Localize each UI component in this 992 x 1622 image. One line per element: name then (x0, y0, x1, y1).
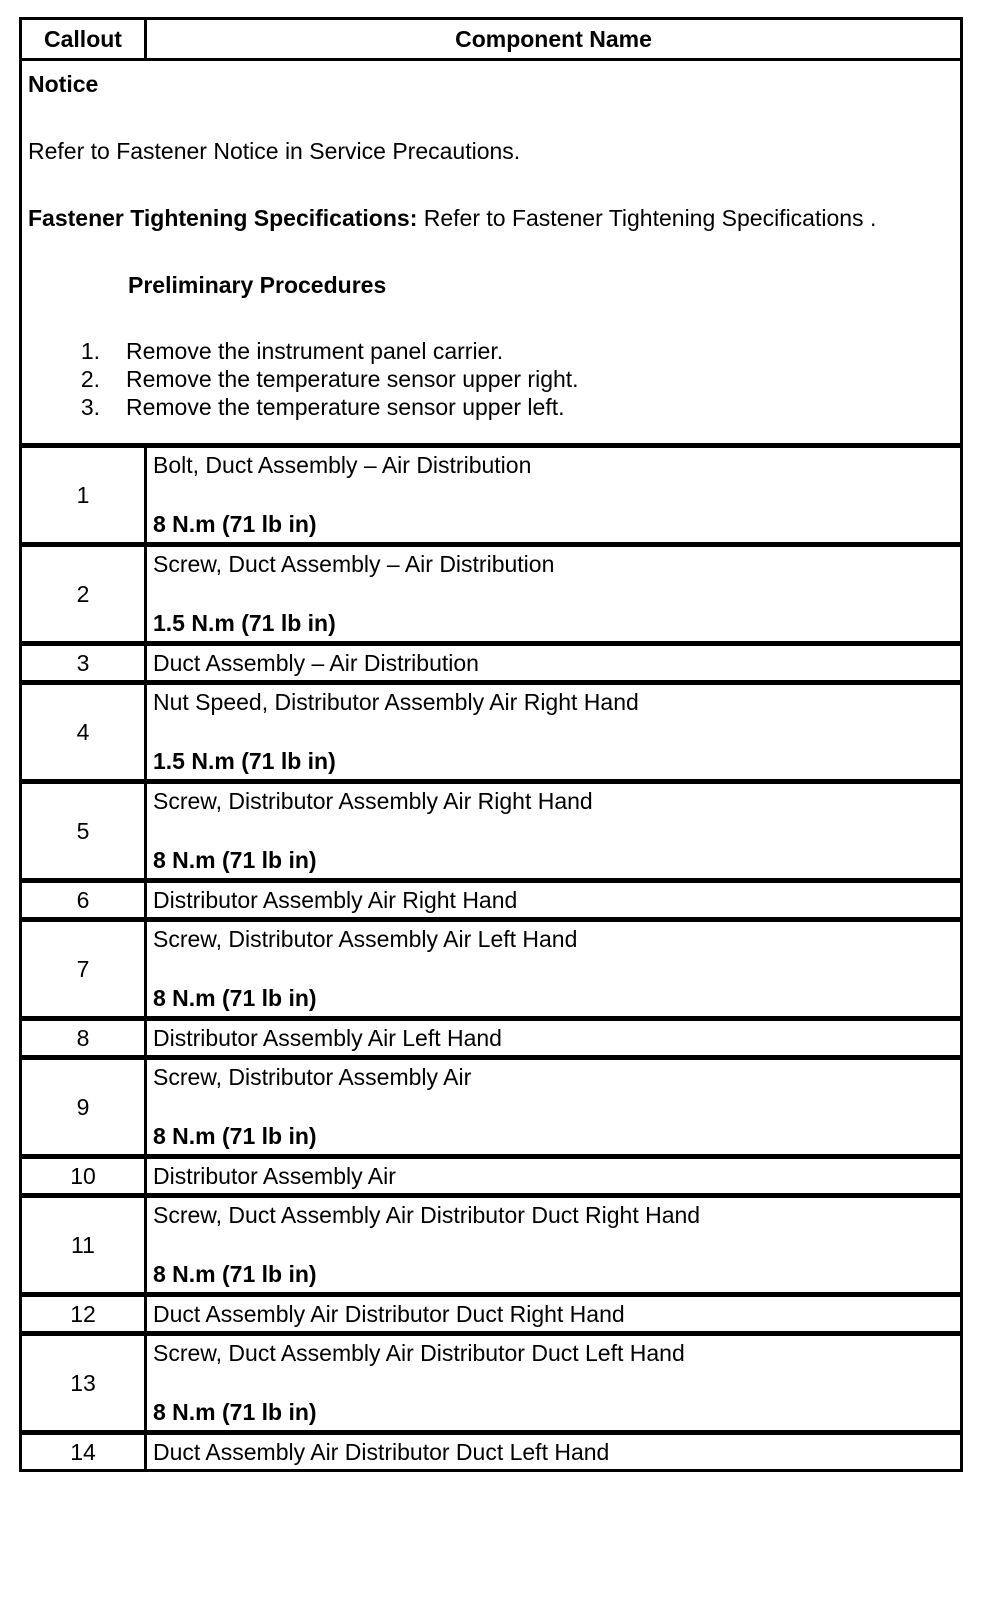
component-name: Screw, Distributor Assembly Air Left Hand (153, 926, 578, 952)
component-name: Nut Speed, Distributor Assembly Air Right Hand (153, 689, 639, 715)
component-table (19, 17, 963, 1472)
callout-number: 10 (21, 1157, 146, 1196)
notice-text: Refer to Fastener Notice in Service Precautions. (28, 138, 521, 164)
component-name-cell (146, 1334, 962, 1433)
header-row (21, 19, 962, 60)
component-name-cell (146, 446, 962, 545)
preliminary-step (28, 393, 954, 421)
component-name-cell (146, 782, 962, 881)
callout-number: 9 (21, 1058, 146, 1157)
component-name: Bolt, Duct Assembly – Air Distribution (153, 452, 532, 478)
torque-spec: 8 N.m (71 lb in) (153, 1261, 317, 1287)
component-name-cell (146, 1157, 962, 1196)
component-name-header: Component Name (146, 19, 962, 60)
component-name: Duct Assembly Air Distributor Duct Left Hand (153, 1439, 610, 1465)
table-row (21, 782, 962, 881)
callout-number: 8 (21, 1019, 146, 1058)
table-row (21, 1433, 962, 1471)
callout-header: Callout (21, 19, 146, 60)
table-row (21, 545, 962, 644)
step-text: Remove the instrument panel carrier. (126, 338, 504, 364)
step-number: 2. (80, 366, 100, 392)
component-name-cell (146, 545, 962, 644)
component-name-cell (146, 920, 962, 1019)
torque-spec: 8 N.m (71 lb in) (153, 1123, 317, 1149)
torque-spec: 1.5 N.m (71 lb in) (153, 748, 336, 774)
callout-number: 5 (21, 782, 146, 881)
table-row (21, 920, 962, 1019)
component-name-cell (146, 1433, 962, 1471)
table-row (21, 1196, 962, 1295)
component-name: Distributor Assembly Air (153, 1163, 396, 1189)
table-row (21, 1058, 962, 1157)
notice-title: Notice (28, 71, 99, 97)
callout-number: 11 (21, 1196, 146, 1295)
component-table-container (19, 17, 960, 1472)
step-number: 3. (80, 394, 100, 420)
fastener-spec-text: Refer to Fastener Tightening Specifications . (417, 205, 877, 231)
component-name: Screw, Duct Assembly – Air Distribution (153, 551, 555, 577)
fastener-spec-line (28, 205, 954, 232)
component-name-cell (146, 1196, 962, 1295)
callout-number: 3 (21, 644, 146, 683)
table-row (21, 1157, 962, 1196)
callout-number: 7 (21, 920, 146, 1019)
table-row (21, 446, 962, 545)
step-text: Remove the temperature sensor upper right. (126, 366, 579, 392)
component-name: Screw, Duct Assembly Air Distributor Duct Left Hand (153, 1340, 685, 1366)
preliminary-steps (28, 337, 954, 421)
component-name: Screw, Distributor Assembly Air (153, 1064, 472, 1090)
component-name-cell (146, 644, 962, 683)
step-number: 1. (80, 338, 100, 364)
preliminary-procedures-title: Preliminary Procedures (128, 272, 387, 298)
table-row (21, 1295, 962, 1334)
torque-spec: 8 N.m (71 lb in) (153, 1399, 317, 1425)
component-name-cell (146, 881, 962, 920)
callout-number: 12 (21, 1295, 146, 1334)
table-row (21, 881, 962, 920)
component-name-cell (146, 1058, 962, 1157)
table-row (21, 644, 962, 683)
table-row (21, 1334, 962, 1433)
component-name-cell (146, 1295, 962, 1334)
table-row (21, 683, 962, 782)
callout-number: 14 (21, 1433, 146, 1471)
component-name: Distributor Assembly Air Left Hand (153, 1025, 502, 1051)
component-name-cell (146, 683, 962, 782)
component-name: Screw, Duct Assembly Air Distributor Duct Right Hand (153, 1202, 701, 1228)
component-name: Duct Assembly Air Distributor Duct Right Hand (153, 1301, 625, 1327)
callout-number: 1 (21, 446, 146, 545)
torque-spec: 1.5 N.m (71 lb in) (153, 610, 336, 636)
callout-number: 6 (21, 881, 146, 920)
fastener-spec-label: Fastener Tightening Specifications: (28, 205, 418, 231)
table-row (21, 1019, 962, 1058)
torque-spec: 8 N.m (71 lb in) (153, 511, 317, 537)
callout-number: 2 (21, 545, 146, 644)
notice-row (21, 60, 962, 446)
preliminary-step (28, 365, 954, 393)
step-text: Remove the temperature sensor upper left. (126, 394, 565, 420)
callout-number: 4 (21, 683, 146, 782)
preliminary-step (28, 337, 954, 365)
callout-number: 13 (21, 1334, 146, 1433)
notice-cell (21, 60, 962, 446)
component-name: Screw, Distributor Assembly Air Right Hand (153, 788, 593, 814)
component-name-cell (146, 1019, 962, 1058)
component-name: Duct Assembly – Air Distribution (153, 650, 479, 676)
torque-spec: 8 N.m (71 lb in) (153, 847, 317, 873)
torque-spec: 8 N.m (71 lb in) (153, 985, 317, 1011)
component-name: Distributor Assembly Air Right Hand (153, 887, 518, 913)
